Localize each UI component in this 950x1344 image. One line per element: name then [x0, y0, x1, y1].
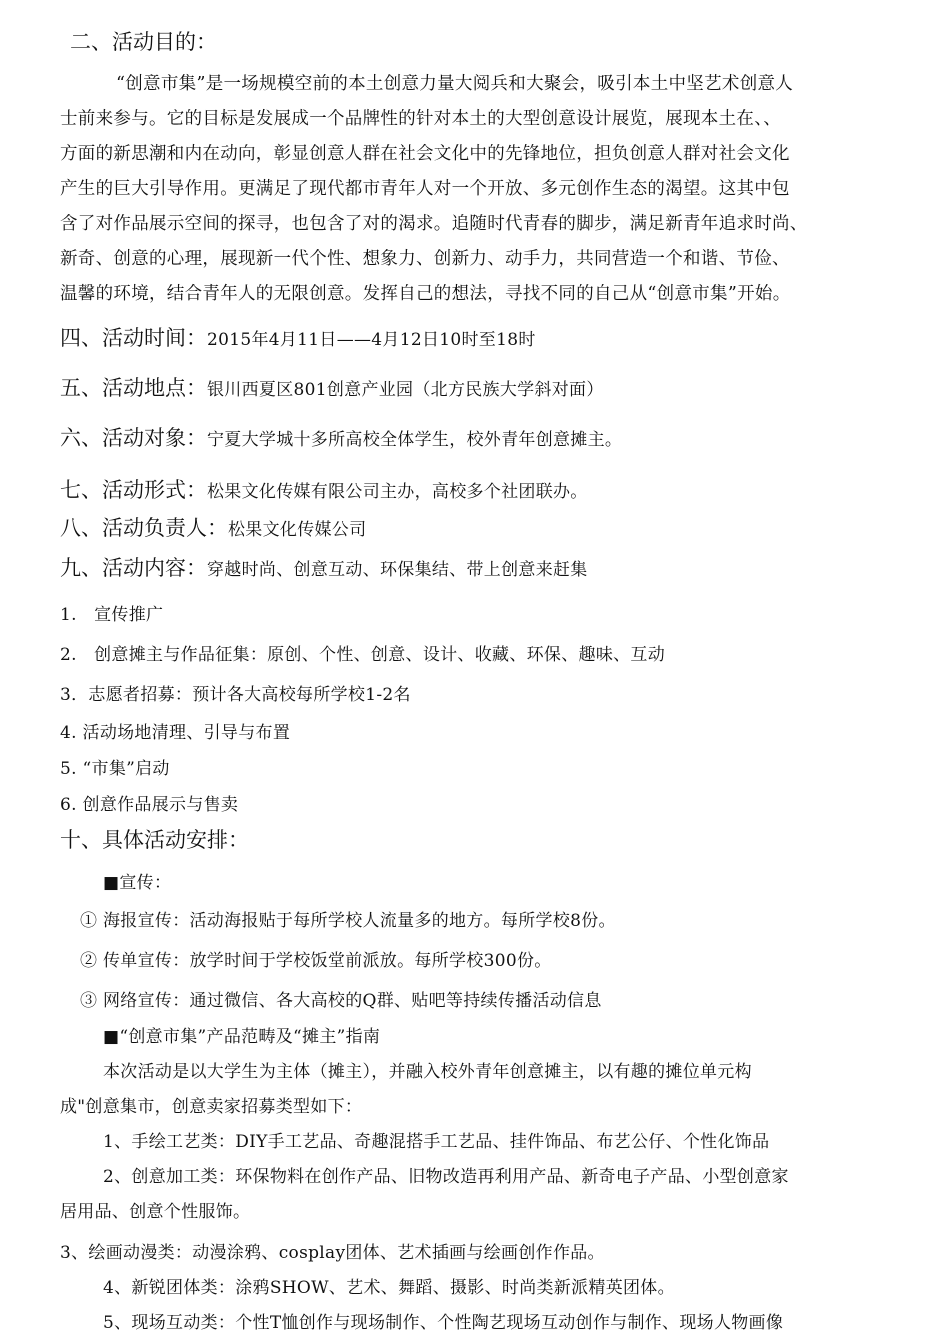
goals-paragraph-line: 方面的新思潮和内在动向，彰显创意人群在社会文化中的先锋地位，担负创意人群对社会文化 [60, 144, 790, 164]
promo-title: ■宣传： [103, 873, 172, 893]
goals-paragraph-line: 士前来参与。它的目标是发展成一个品牌性的针对本土的大型创意设计展览，展现本土在、、 [60, 109, 782, 129]
section-audience-value: 宁夏大学城十多所高校全体学生，校外青年创意摊主。 [207, 430, 623, 450]
section-heading-schedule: 十、具体活动安排： [60, 828, 249, 852]
section-heading-goals: 二、活动目的： [70, 30, 217, 54]
category-item: 2、创意加工类：环保物料在创作产品、旧物改造再利用产品、新奇电子产品、小型创意家 [103, 1167, 789, 1187]
section-location [60, 372, 604, 402]
section-heading-time: 四、活动时间： [60, 326, 207, 350]
section-format [60, 474, 588, 504]
category-item-continued: 居用品、创意个性服饰。 [60, 1202, 251, 1222]
promo-item: ③ 网络宣传：通过微信、各大高校的Q群、贴吧等持续传播活动信息 [80, 991, 602, 1011]
guide-intro: 本次活动是以大学生为主体（摊主），并融入校外青年创意摊主，以有趣的摊位单元构 [103, 1062, 752, 1082]
section-owner [60, 512, 366, 542]
section-time [60, 322, 536, 352]
section-audience [60, 422, 622, 452]
goals-paragraph-line: 温馨的环境，结合青年人的无限创意。发挥自己的想法，寻找不同的自己从“创意市集”开始。 [60, 284, 791, 304]
section-format-value: 松果文化传媒有限公司主办，高校多个社团联办。 [207, 482, 588, 502]
guide-intro: 成"创意集市，创意卖家招募类型如下： [60, 1097, 363, 1117]
content-list-item: 3．志愿者招募：预计各大高校每所学校1-2名 [60, 685, 411, 705]
content-list-item: 1. 宣传推广 [60, 605, 164, 625]
section-heading-audience: 六、活动对象： [60, 426, 207, 450]
section-heading-owner: 八、活动负责人： [60, 516, 228, 540]
section-heading-content: 九、活动内容： [60, 556, 207, 580]
guide-title: ■“创意市集”产品范畴及“摊主”指南 [103, 1027, 381, 1047]
section-owner-value: 松果文化传媒公司 [228, 520, 367, 540]
section-content [60, 552, 588, 582]
goals-paragraph-line: 含了对作品展示空间的探寻，也包含了对的渴求。追随时代青春的脚步，满足新青年追求时尚、 [60, 214, 808, 234]
goals-paragraph-line: 新奇、创意的心理，展现新一代个性、想象力、创新力、动手力，共同营造一个和谐、节俭、 [60, 249, 790, 269]
content-list-item: 4. 活动场地清理、引导与布置 [60, 723, 291, 743]
category-item: 3、绘画动漫类：动漫涂鸦、cosplay团体、艺术插画与绘画创作作品。 [60, 1243, 605, 1263]
promo-item: ② 传单宣传：放学时间于学校饭堂前派放。每所学校300份。 [80, 951, 552, 971]
section-heading-location: 五、活动地点： [60, 376, 207, 400]
content-list-item: 2. 创意摊主与作品征集：原创、个性、创意、设计、收藏、环保、趣味、互动 [60, 645, 666, 665]
category-item: 5、现场互动类：个性T恤创作与现场制作、个性陶艺现场互动创作与制作、现场人物画像 [103, 1313, 784, 1333]
section-heading-format: 七、活动形式： [60, 478, 207, 502]
content-list-item: 6. 创意作品展示与售卖 [60, 795, 239, 815]
category-item: 1、手绘工艺类：DIY手工艺品、奇趣混搭手工艺品、挂件饰品、布艺公仔、个性化饰品 [103, 1132, 770, 1152]
section-time-value: 2015年4月11日——4月12日10时至18时 [207, 330, 536, 350]
section-content-value: 穿越时尚、创意互动、环保集结、带上创意来赶集 [207, 560, 588, 580]
promo-item: ① 海报宣传：活动海报贴于每所学校人流量多的地方。每所学校8份。 [80, 911, 616, 931]
section-location-value: 银川西夏区801创意产业园（北方民族大学斜对面） [207, 380, 604, 400]
goals-paragraph-line: 产生的巨大引导作用。更满足了现代都市青年人对一个开放、多元创作生态的渴望。这其中包 [60, 179, 790, 199]
content-list-item: 5. “市集”启动 [60, 759, 170, 779]
category-item: 4、新锐团体类：涂鸦SHOW、艺术、舞蹈、摄影、时尚类新派精英团体。 [103, 1278, 675, 1298]
goals-paragraph-line: “创意市集”是一场规模空前的本土创意力量大阅兵和大聚会，吸引本土中坚艺术创意人 [116, 74, 794, 94]
